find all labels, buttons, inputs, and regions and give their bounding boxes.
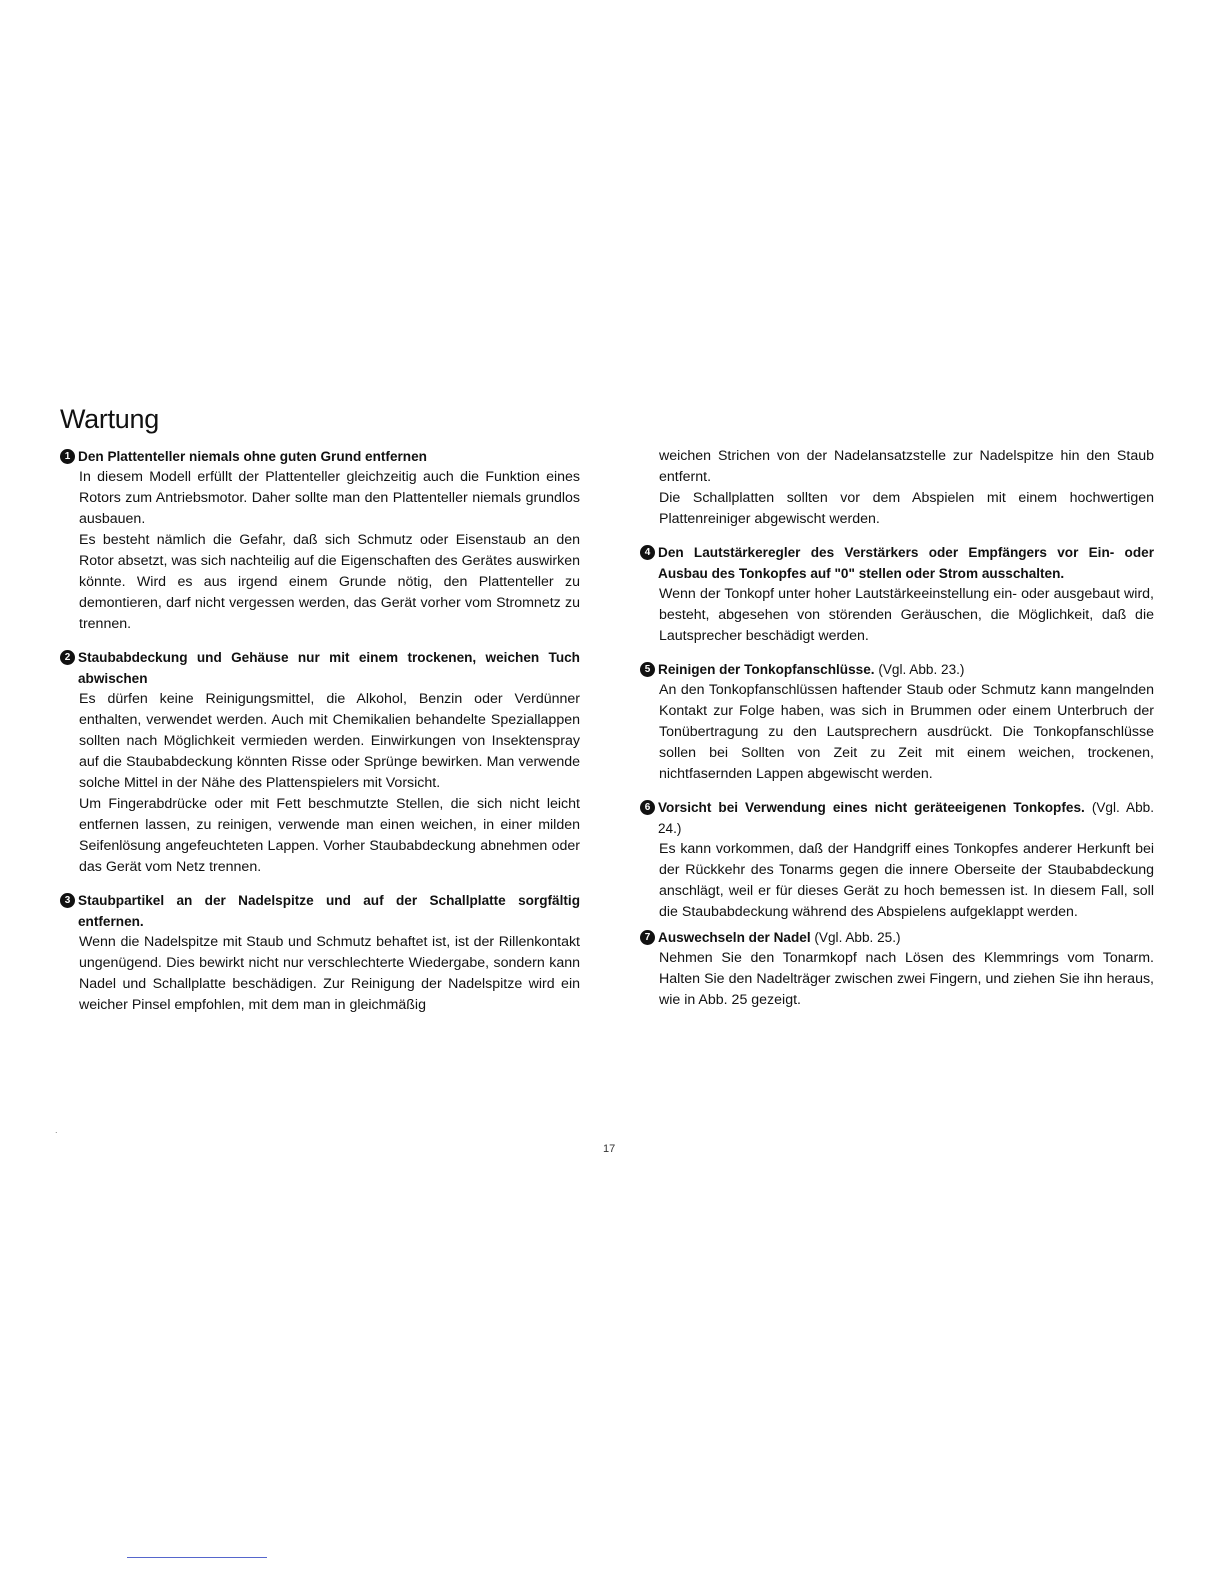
- section-body: [640, 948, 1154, 1011]
- number-2-icon: 2: [60, 650, 75, 665]
- scan-speck: .: [55, 1125, 58, 1135]
- paragraph: Es kann vorkommen, daß der Handgriff eines Tonkopfes anderer Herkunft bei der Rückkehr des Tonarms gegen die innere Oberseite der Staubabdeckung anschlägt, weil er für dieses Gerät zu hoch bemessen ist. In diesem Fall, soll die Staubabdeckung während des Abspielens aufgeklappt werden.: [659, 841, 1154, 920]
- section-heading: [60, 446, 580, 467]
- continued-text: [640, 446, 1154, 530]
- section-4: [640, 542, 1154, 647]
- page-number: 17: [603, 1143, 616, 1155]
- section-heading: [640, 659, 1154, 680]
- section-3: [60, 890, 580, 1016]
- section-body: [640, 839, 1154, 923]
- section-body: [640, 680, 1154, 785]
- paragraph: Wenn die Nadelspitze mit Staub und Schmutz behaftet ist, ist der Rillenkontakt ungenügend. Dies bewirkt nicht nur verschlechterte Wiedergabe, sondern kann Nadel und Schallplatte beschädigen. Zur Reinigung der Nadelspitze wird ein weicher Pinsel empfohlen, mit dem man in gleichmäßig: [79, 934, 580, 1013]
- section-heading: [640, 927, 1154, 948]
- heading-text: [658, 659, 1154, 680]
- heading-label: Auswechseln der Nadel: [658, 930, 811, 945]
- heading-text: Den Plattenteller niemals ohne guten Grund entfernen: [78, 449, 427, 464]
- section-heading: [60, 647, 580, 689]
- heading-text: Den Lautstärkeregler des Verstärkers oder Empfängers vor Ein- oder Ausbau des Tonkopfes auf "0" stellen oder Strom ausschalten.: [658, 545, 1154, 581]
- paragraph: Es besteht nämlich die Gefahr, daß sich Schmutz oder Eisenstaub an den Rotor absetzt, was sich nachteilig auf die Eigenschaften des Gerätes auswirken könnte. Wird es aus irgend einem Grunde nötig, den Plattenteller zu demontieren, darf nicht vergessen werden, das Gerät vorher vom Stromnetz zu trennen.: [79, 532, 580, 632]
- heading-label: Reinigen der Tonkopfanschlüsse.: [658, 662, 875, 677]
- section-6: [640, 797, 1154, 923]
- paragraph: In diesem Modell erfüllt der Plattenteller gleichzeitig auch die Funktion eines Rotors zum Antriebsmotor. Daher sollte man den Plattenteller niemals grundlos ausbauen.: [79, 469, 580, 527]
- heading-label: Vorsicht bei Verwendung eines nicht geräteeigenen Tonkopfes.: [658, 800, 1085, 815]
- paragraph: Um Fingerabdrücke oder mit Fett beschmutzte Stellen, die sich nicht leicht entfernen lassen, zu reinigen, verwende man einen weichen, in einer milden Seifenlösung angefeuchteten Lappen. Vorher Staubabdeckung abnehmen oder das Gerät vom Netz trennen.: [79, 796, 580, 875]
- figure-reference: (Vgl. Abb. 24.): [658, 800, 1154, 836]
- number-3-icon: 3: [60, 893, 75, 908]
- section-body: [60, 932, 580, 1016]
- section-5: [640, 659, 1154, 785]
- section-heading: [640, 542, 1154, 584]
- heading-text: [658, 927, 1154, 948]
- number-6-icon: 6: [640, 800, 655, 815]
- paragraph: weichen Strichen von der Nadelansatzstelle zur Nadelspitze hin den Staub entfernt.: [659, 448, 1154, 485]
- number-5-icon: 5: [640, 662, 655, 677]
- section-2: [60, 647, 580, 878]
- section-heading: [640, 797, 1154, 839]
- heading-text: [658, 797, 1154, 839]
- section-heading: [60, 890, 580, 932]
- paragraph: Die Schallplatten sollten vor dem Abspielen mit einem hochwertigen Plattenreiniger abgewischt werden.: [659, 490, 1154, 527]
- section-body: [60, 467, 580, 635]
- heading-text: Staubpartikel an der Nadelspitze und auf der Schallplatte sorgfältig entfernen.: [78, 893, 580, 929]
- section-7: [640, 927, 1154, 1011]
- right-column: [640, 446, 1154, 1023]
- number-4-icon: 4: [640, 545, 655, 560]
- number-1-icon: 1: [60, 449, 75, 464]
- number-7-icon: 7: [640, 930, 655, 945]
- left-column: [60, 446, 580, 1028]
- figure-reference: (Vgl. Abb. 23.): [878, 662, 965, 677]
- figure-reference: (Vgl. Abb. 25.): [814, 930, 901, 945]
- page-title: Wartung: [60, 404, 159, 434]
- paragraph: Wenn der Tonkopf unter hoher Lautstärkeeinstellung ein- oder ausgebaut wird, besteht, abgesehen von störenden Geräuschen, die Möglichkeit, daß die Lautsprecher beschädigt werden.: [659, 586, 1154, 644]
- paragraph: An den Tonkopfanschlüssen haftender Staub oder Schmutz kann mangelnden Kontakt zur Folge haben, was sich in Brummen oder einem Unterbruch der Tonübertragung zu den Lautsprechern ausdrückt. Die Tonkopfanschlüsse sollen bei Sollten von Zeit zu Zeit mit einem weichen, trockenen, nichtfasernden Lappen abgewischt werden.: [659, 682, 1154, 782]
- heading-text: Staubabdeckung und Gehäuse nur mit einem trockenen, weichen Tuch abwischen: [78, 650, 580, 686]
- footnote-rule: [127, 1557, 267, 1558]
- section-body: [640, 584, 1154, 647]
- paragraph: Nehmen Sie den Tonarmkopf nach Lösen des Klemmrings vom Tonarm. Halten Sie den Nadelträger zwischen zwei Fingern, und ziehen Sie ihn heraus, wie in Abb. 25 gezeigt.: [659, 950, 1154, 1008]
- section-body: [60, 689, 580, 878]
- section-1: [60, 446, 580, 635]
- paragraph: Es dürfen keine Reinigungsmittel, die Alkohol, Benzin oder Verdünner enthalten, verwendet werden. Auch mit Chemikalien behandelte Speziallappen sollten nach Möglichkeit vermieden werden. Einwirkungen von Insektenspray auf die Staubabdeckung könnten Risse oder Sprünge bewirken. Man verwende solche Mittel in der Nähe des Plattenspielers mit Vorsicht.: [79, 691, 580, 791]
